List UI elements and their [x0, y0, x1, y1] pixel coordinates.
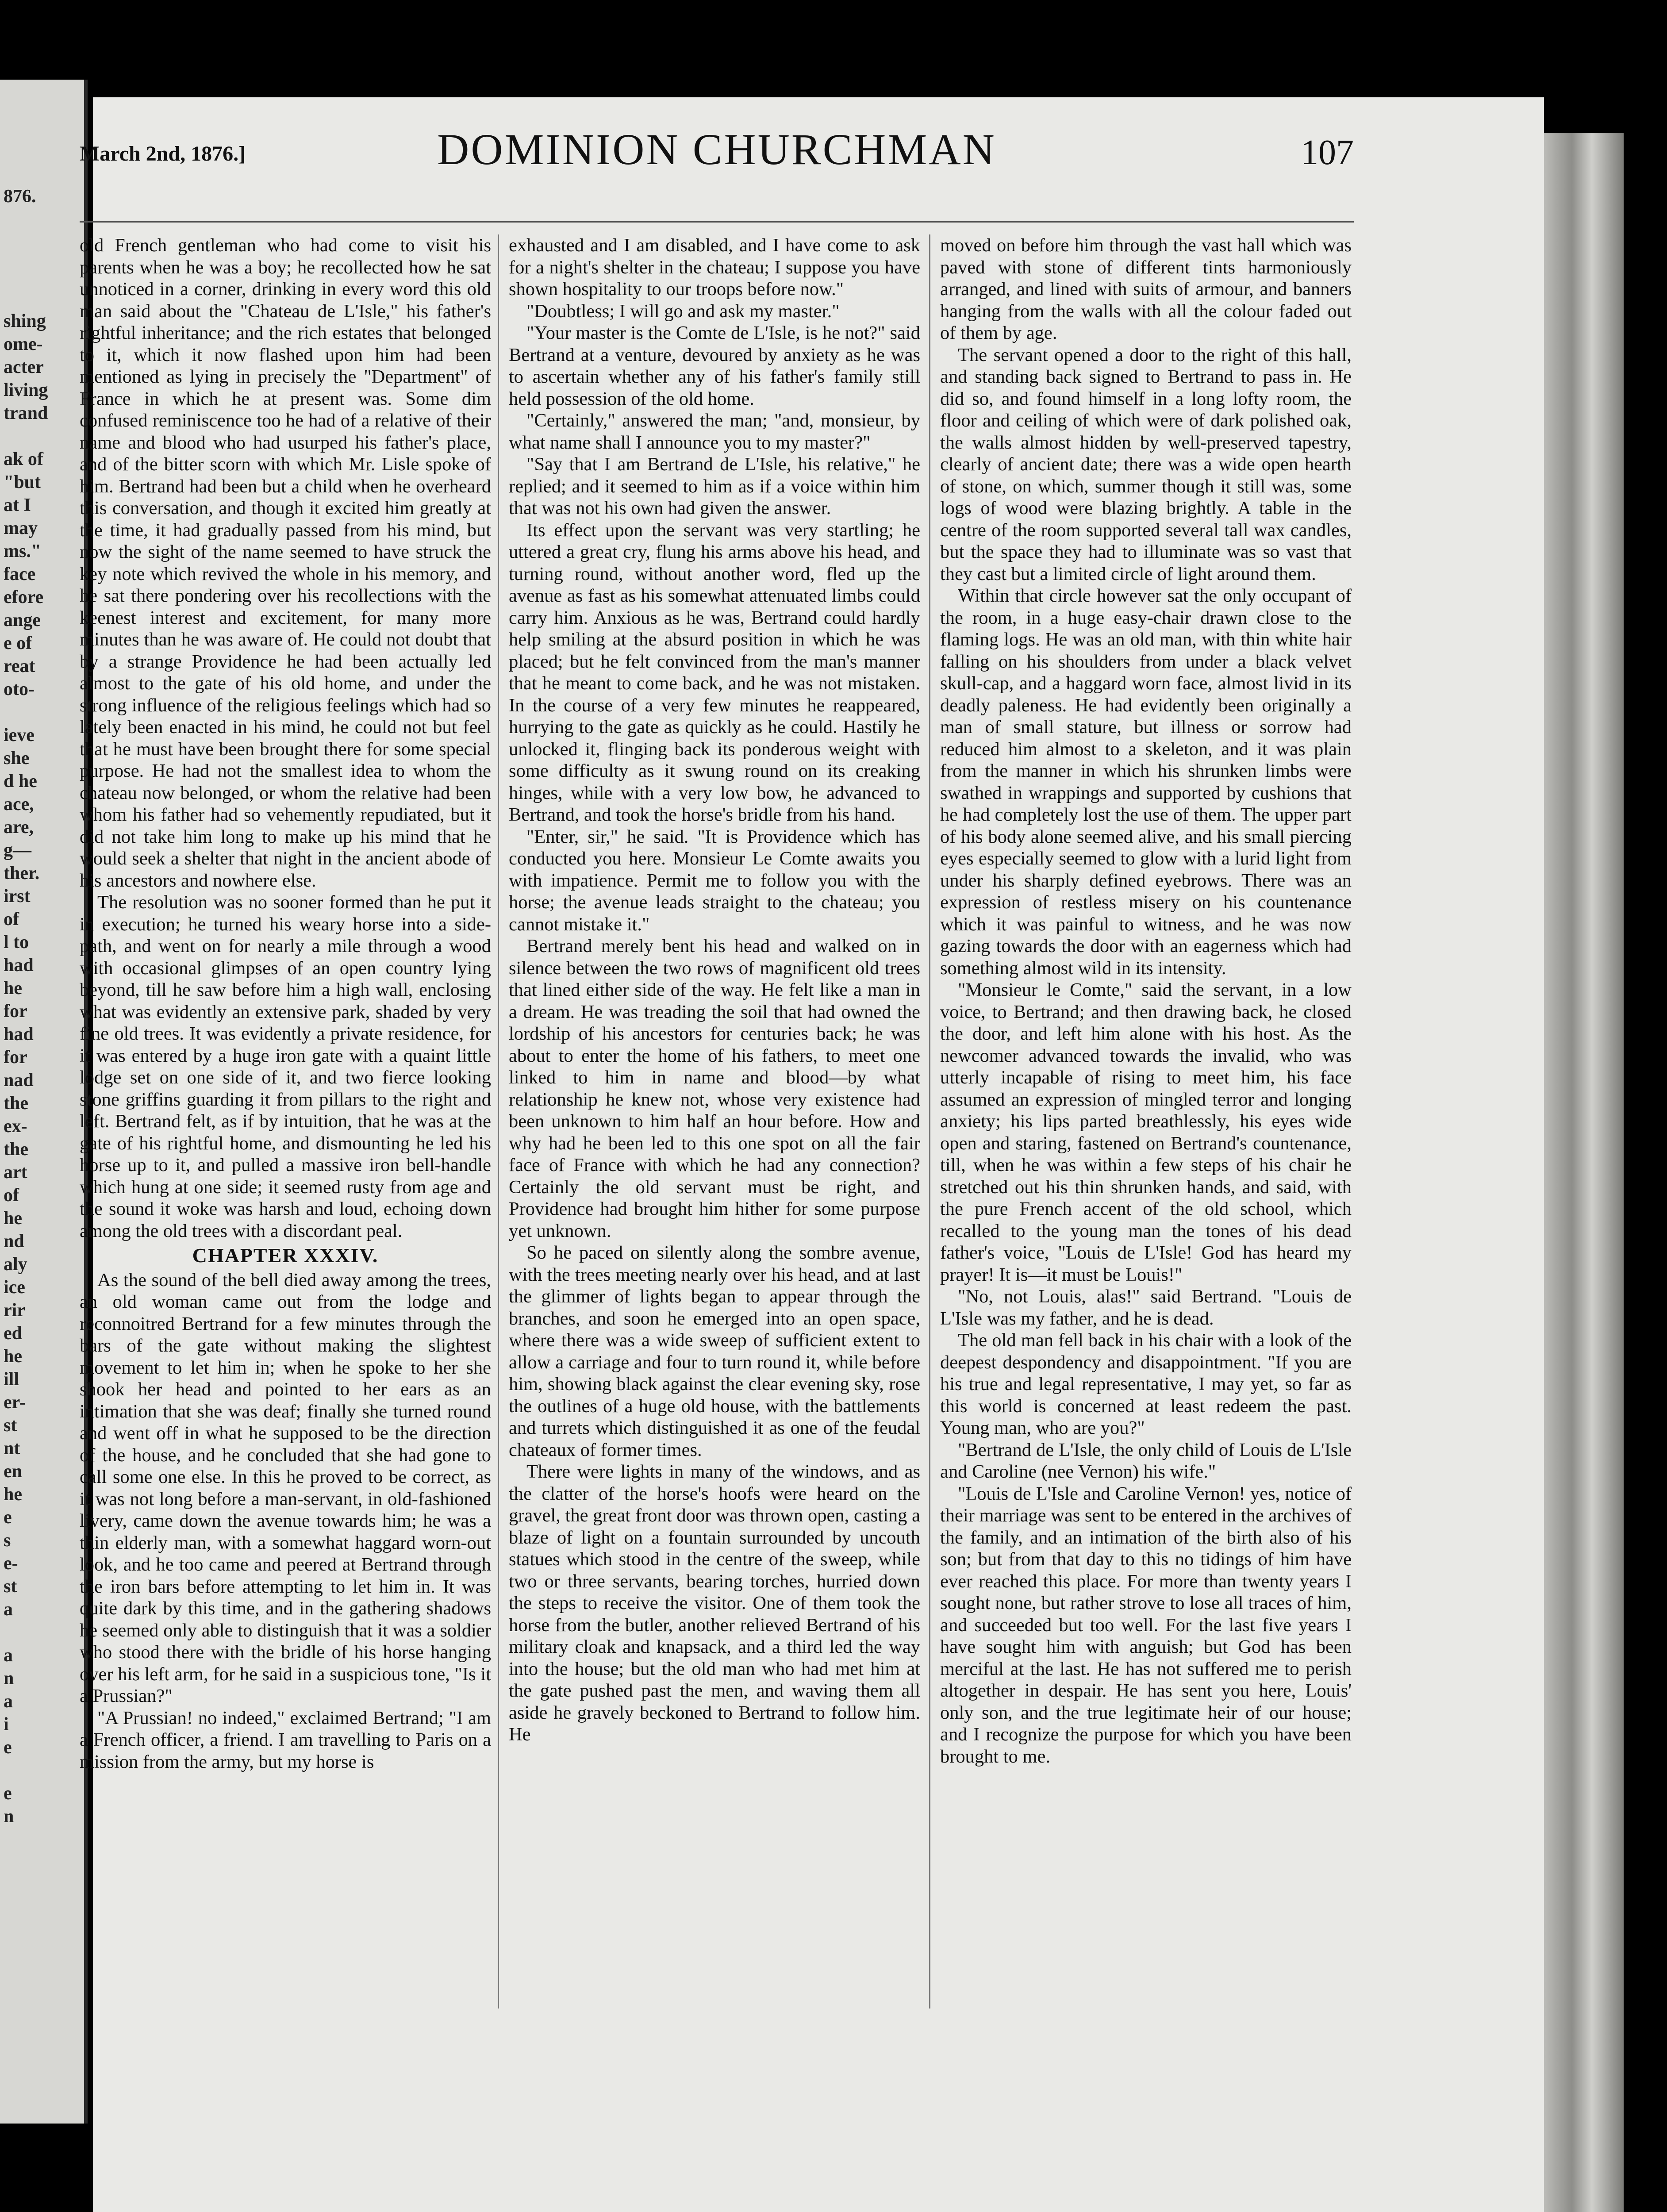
- previous-page-fragment-line: n: [4, 1806, 14, 1827]
- paragraph: moved on before him through the vast hall which was paved with stone of different tints harmoniously arranged, and lined with suits of armour, and banners hanging from the walls with all the colour faded out of them by age.: [940, 235, 1352, 343]
- column-divider: [498, 234, 499, 2008]
- previous-page-fragment-line: had: [4, 1024, 34, 1045]
- publication-title: DOMINION CHURCHMAN: [437, 125, 996, 174]
- previous-page-fragment-line: at I: [4, 495, 31, 515]
- paragraph: The resolution was no sooner formed than he put it in execution; he turned his weary horse into a side-path, and went on for nearly a mile through a wood with occasional glimpses of an open country lying beyond, till he saw before him a high wall, enclosing what was evidently an extensive park, shaded by very fine old trees. It was evidently a private residence, for it was entered by a huge iron gate with a quaint little lodge set on one side of it, and two fierce looking stone griffins guarding it from pillars to the right and left. Bertrand felt, as if by intuition, that he was at the gate of his rightful home, and dismounting he led his horse up to it, and pulled a massive iron bell-handle which hung at one side; it seemed rusty from age and the sound it woke was harsh and loud, echoing down among the old trees with a discordant peal.: [80, 892, 491, 1241]
- previous-page-fragment-line: she: [4, 748, 30, 768]
- previous-page-fragment-line: for: [4, 1001, 27, 1022]
- previous-page-fragment-line: e: [4, 1737, 12, 1758]
- previous-page-fragment-line: nd: [4, 1231, 24, 1252]
- previous-page-fragment-line: he: [4, 1346, 22, 1367]
- previous-page-fragment-line: oto-: [4, 679, 35, 699]
- previous-page-fragment-line: he: [4, 978, 22, 998]
- previous-page-fragment-line: er-: [4, 1392, 26, 1413]
- previous-page-fragment-line: face: [4, 564, 36, 584]
- previous-page-fragment-line: st: [4, 1415, 17, 1436]
- previous-page-fragment-line: living: [4, 380, 48, 400]
- previous-page-fragment-line: the: [4, 1093, 28, 1114]
- previous-page-fragment-line: are,: [4, 817, 34, 837]
- paragraph: "Certainly," answered the man; "and, monsieur, by what name shall I announce you to my master?": [509, 410, 920, 453]
- previous-page-fragment-line: of: [4, 909, 19, 929]
- page-header: [80, 88, 1354, 174]
- chapter-heading: CHAPTER XXXIV.: [192, 1244, 379, 1267]
- previous-page-fragment-line: reat: [4, 656, 35, 676]
- previous-page-fragment-line: ill: [4, 1369, 19, 1390]
- previous-page-fragment-line: aly: [4, 1254, 27, 1275]
- paragraph: The servant opened a door to the right of this hall, and standing back signed to Bertrand to pass in. He did so, and found himself in a long lofty room, the floor and ceiling of which were of dark polished oak, the walls almost hidden by well-preserved tapestry, clearly of ancient date; there was a wide open hearth of stone, on which, summer though it still was, some logs of wood were blazing brightly. A table in the centre of the room supported several tall wax candles, but the space they had to illuminate was so vast that they cast but a limited circle of light around them.: [940, 344, 1352, 584]
- previous-page-fragment-line: a: [4, 1645, 13, 1666]
- text-column-2: [509, 234, 920, 1746]
- previous-page-fragment-line: ange: [4, 610, 41, 630]
- paragraph: Bertrand merely bent his head and walked on in silence between the two rows of magnificent old trees that lined either side of the way. He felt like a man in a dream. He was treading the soil that had owned the lordship of his ancestors for centuries back; he was about to enter the home of his fathers, to meet one linked to him in name and blood—by what relationship he knew not, whose very existence had been unknown to him half an hour before. How and why had he been led to this one spot on all the fair face of France with which he had any connection? Certainly the old servant must be right, and Providence had brought him hither for some purpose yet unknown.: [509, 936, 920, 1241]
- previous-page-fragment-line: e-: [4, 1553, 18, 1574]
- previous-page-fragment-line: may: [4, 518, 38, 538]
- previous-page-fragment-line: acter: [4, 357, 44, 377]
- paragraph: exhausted and I am disabled, and I have come to ask for a night's shelter in the chateau; I suppose you have shown hospitality to our troops before now.": [509, 235, 920, 300]
- previous-page-fragment-line: of: [4, 1185, 19, 1206]
- previous-page-fragment-line: ieve: [4, 725, 35, 745]
- previous-page-fragment-line: e of: [4, 633, 32, 653]
- previous-page-fragment-line: s: [4, 1530, 11, 1551]
- paragraph: The old man fell back in his chair with a look of the deepest despondency and disappointment. "If you are his true and legal representative, I may yet, so far as this world is concerned at least redeem the past. Young man, who are you?": [940, 1330, 1352, 1438]
- previous-page-fragment-line: ome-: [4, 334, 43, 354]
- previous-page-fragment-line: nt: [4, 1438, 20, 1459]
- previous-page-fragment-line: irst: [4, 886, 31, 906]
- paragraph: "Say that I am Bertrand de L'Isle, his relative," he replied; and it seemed to him as if a voice within him that was not his own had given the answer.: [509, 454, 920, 518]
- paragraph: Within that circle however sat the only occupant of the room, in a huge easy-chair drawn close to the flaming logs. He was an old man, with thin white hair falling on his shoulders from under a black velvet skull-cap, and a haggard worn face, almost livid in its deadly paleness. He had evidently been originally a man of small stature, but illness or sorrow had reduced him almost to a skeleton, and it was plain from the manner in which his shrunken limbs were swathed in wrappings and supported by cushions that he had completely lost the use of them. The upper part of his body alone seemed alive, and his small piercing eyes especially seemed to glow with a lurid light from under his sharply defined eyebrows. There was an expression of restless misery on his countenance which it was painful to witness, and he was now gazing towards the door with an eagerness which had something almost wild in its intensity.: [940, 585, 1352, 979]
- previous-page-fragment-line: ice: [4, 1277, 25, 1298]
- paragraph: "Monsieur le Comte," said the servant, in a low voice, to Bertrand; and then drawing back, he closed the door, and left him alone with his host. As the newcomer advanced towards the invalid, who was utterly incapable of rising to meet him, his face assumed an expression of mingled terror and longing anxiety; his lips parted breathlessly, his eyes wide open and staring, fastened on Bertrand's countenance, till, when he was within a few steps of his chair he stretched out his thin shrunken hands, and said, with the pure French accent of the old school, which recalled to the young man the tones of his dead father's voice, "Louis de L'Isle! God has heard my prayer! It is—it must be Louis!": [940, 979, 1352, 1285]
- previous-page-fragment-line: n: [4, 1668, 14, 1689]
- previous-page-fragment-line: e: [4, 1783, 12, 1804]
- previous-page-fragment-line: rir: [4, 1300, 25, 1321]
- text-column-3: [940, 234, 1352, 1767]
- previous-page-fragment-line: "but: [4, 472, 41, 492]
- issue-date: March 2nd, 1876.]: [80, 142, 246, 165]
- previous-page-fragment: [0, 80, 88, 2124]
- column-divider: [929, 234, 930, 2008]
- paragraph: "Your master is the Comte de L'Isle, is he not?" said Bertrand at a venture, devoured by anxiety as he was to ascertain whether any of his father's family still held possession of the old home.: [509, 323, 920, 409]
- text-column-1: [80, 234, 491, 1773]
- paragraph: "Louis de L'Isle and Caroline Vernon! yes, notice of their marriage was sent to be entered in the archives of the family, and an intimation of the birth also of his son; but from that day to this no tidings of him have ever reached this place. For more than twenty years I sought none, but rather strove to lose all traces of him, and succeeded but too well. For the last five years I have sought him with anguish; but God has been merciful at the last. He has not suffered me to perish altogether in despair. He has sent you here, Louis' only son, and the true legitimate heir of our house; and I recognize the purpose for which you have been brought to me.: [940, 1483, 1352, 1767]
- previous-page-fragment-line: ed: [4, 1323, 22, 1344]
- previous-page-fragment-line: shing: [4, 311, 46, 331]
- paragraph: So he paced on silently along the sombre avenue, with the trees meeting nearly over his head, and at last the glimmer of lights began to appear through the branches, and soon he emerged into an open space, where there was a wide sweep of sufficient extent to allow a carriage and four to turn round it, while before him, showing black against the clear evening sky, rose the outlines of a huge old house, with the battlements and turrets which distinguished it as one of the feudal chateaux of former times.: [509, 1242, 920, 1460]
- previous-page-fragment-line: e: [4, 1507, 12, 1528]
- previous-page-fragment-line: he: [4, 1208, 22, 1229]
- paragraph: "Enter, sir," he said. "It is Providence which has conducted you here. Monsieur Le Comte awaits you with impatience. Permit me to follow you with the horse; the avenue leads straight to the chateau; you cannot mistake it.": [509, 826, 920, 935]
- previous-page-header: 876.: [4, 186, 36, 207]
- header-rule: [80, 221, 1354, 223]
- previous-page-fragment-line: l to: [4, 932, 29, 952]
- paragraph: As the sound of the bell died away among the trees, an old woman came out from the lodge and reconnoitred Bertrand for a few minutes through the bars of the gate without making the slightest movement to let him in; when he spoke to her she shook her head and pointed to her ears as an intimation that she was deaf; finally she turned round and went off in what he supposed to be the direction of the house, and he concluded that she had gone to call some one else. In this he proved to be correct, as it was not long before a man-servant, in old-fashioned livery, came down the avenue towards him; he was a thin elderly man, with a somewhat haggard worn-out look, and he too came and peered at Bertrand through the iron bars before attempting to let him in. It was quite dark by this time, and in the gathering shadows he seemed only able to distinguish that it was a soldier who stood there with the bridle of his horse hanging over his left arm, for he said in a suspicious tone, "Is it a Prussian?": [80, 1269, 491, 1706]
- previous-page-fragment-line: ther.: [4, 863, 40, 883]
- previous-page-fragment-line: g—: [4, 840, 31, 860]
- page-edge: [1544, 133, 1624, 2212]
- paragraph: "Bertrand de L'Isle, the only child of Louis de L'Isle and Caroline (nee Vernon) his wife.": [940, 1439, 1352, 1482]
- previous-page-fragment-line: the: [4, 1139, 28, 1160]
- previous-page-fragment-line: had: [4, 955, 34, 975]
- previous-page-fragment-line: st: [4, 1576, 17, 1597]
- previous-page-fragment-line: for: [4, 1047, 27, 1068]
- previous-page-fragment-line: trand: [4, 403, 48, 423]
- previous-page-fragment-line: i: [4, 1714, 9, 1735]
- previous-page-fragment-line: ak of: [4, 449, 43, 469]
- paragraph: There were lights in many of the windows, and as the clatter of the horse's hoofs were heard on the gravel, the great front door was thrown open, casting a blaze of light on a fountain surrounded by uncouth statues which stood in the centre of the sweep, while two or three servants, bearing torches, hurried down the steps to receive the visitor. One of them took the horse from the butler, another relieved Bertrand of his military cloak and knapsack, and a third led the way into the house; but the old man who had met him at the gate pushed past the men, and waving them all aside he gravely beckoned to Bertrand to follow him. He: [509, 1461, 920, 1745]
- paragraph: "No, not Louis, alas!" said Bertrand. "Louis de L'Isle was my father, and he is dead.: [940, 1286, 1352, 1329]
- paragraph: Its effect upon the servant was very startling; he uttered a great cry, flung his arms above his head, and turning round, without another word, fled up the avenue as fast as his somewhat attenuated limbs could carry him. Anxious as he was, Bertrand could hardly help smiling at the absurd position in which he was placed; but he felt convinced from the man's manner that he meant to come back, and he was not mistaken. In the course of a very few minutes he reappeared, hurrying to the gate as quickly as he could. Hastily he unlocked it, flinging back its ponderous weight with some difficulty as it swung round on its creaking hinges, while with a very low bow, he advanced to Bertrand, and took the horse's bridle from his hand.: [509, 519, 920, 825]
- paragraph: old French gentleman who had come to visit his parents when he was a boy; he recollected how he sat unnoticed in a corner, drinking in every word this old man said about the "Chateau de L'Isle," his father's rightful inheritance; and the rich estates that belonged to it, which it now flashed upon him had been mentioned as lying in precisely the "Department" of France in which he at present was. Some dim confused reminiscence too he had of a relative of their name and blood who had usurped his father's place, and of the bitter scorn with which Mr. Lisle spoke of him. Bertrand had been but a child when he overheard this conversation, and though it excited him greatly at the time, it had gradually passed from his mind, but now the sight of the name seemed to have struck the key note which revived the whole in his memory, and he sat there pondering over his recollections with the keenest interest and excitement, for many more minutes than he was aware of. He could not doubt that by a strange Providence he had been actually led almost to the gate of his old home, and under the strong influence of the religious feelings which had so lately been enacted in his mind, he could not but feel that he must have been brought there for some special purpose. He had not the smallest idea to whom the chateau now belonged, or whom the relative had been whom his father had so vehemently repudiated, but it did not take him long to make up his mind that he would seek a shelter that night in the ancient abode of his ancestors and nowhere else.: [80, 235, 491, 891]
- previous-page-fragment-line: a: [4, 1691, 13, 1712]
- previous-page-fragment-line: a: [4, 1599, 13, 1620]
- paragraph: "A Prussian! no indeed," exclaimed Bertrand; "I am a French officer, a friend. I am travelling to Paris on a mission from the army, but my horse is: [80, 1707, 491, 1772]
- previous-page-fragment-line: ex-: [4, 1116, 27, 1137]
- previous-page-fragment-line: ms.": [4, 541, 42, 561]
- previous-page-fragment-line: ace,: [4, 794, 34, 814]
- previous-page-fragment-line: efore: [4, 587, 44, 607]
- page-number: 107: [1301, 133, 1354, 172]
- previous-page-fragment-line: en: [4, 1461, 22, 1482]
- previous-page-fragment-line: he: [4, 1484, 22, 1505]
- previous-page-fragment-line: d he: [4, 771, 37, 791]
- previous-page-fragment-line: nad: [4, 1070, 34, 1091]
- paragraph: "Doubtless; I will go and ask my master.": [526, 300, 840, 322]
- previous-page-fragment-line: art: [4, 1162, 27, 1183]
